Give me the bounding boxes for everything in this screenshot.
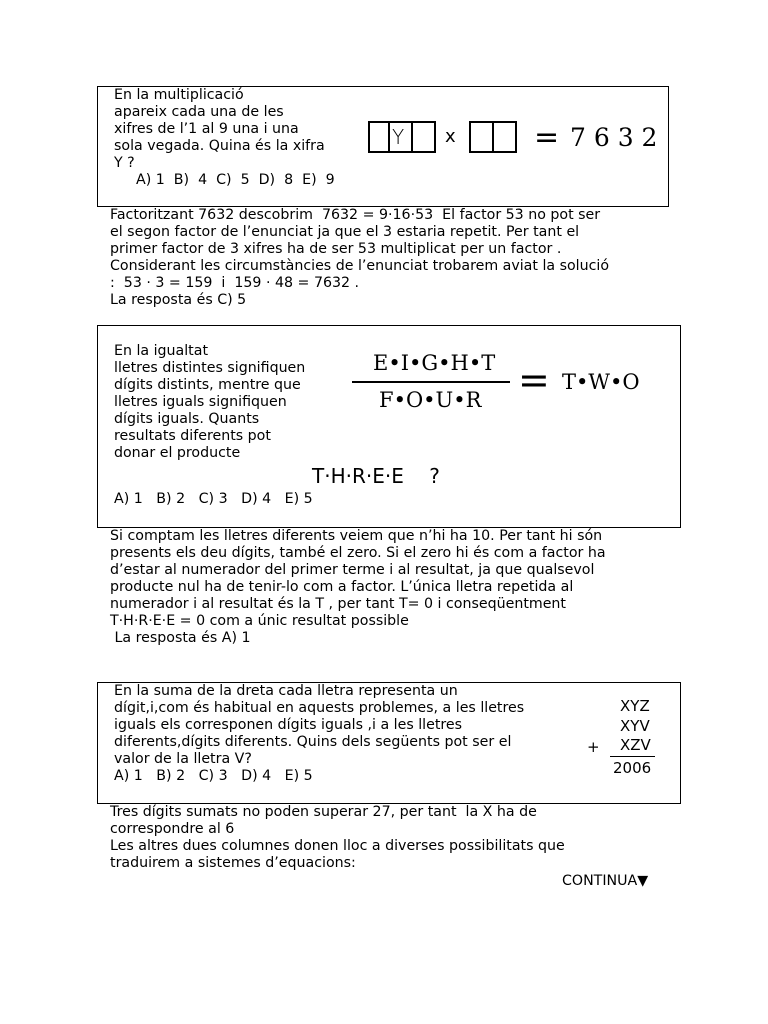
problem1-statement-line: xifres de l’1 al 9 una i una: [114, 121, 299, 137]
equals-sign: =: [534, 120, 560, 155]
problem3-solution-line: Tres dígits sumats no poden superar 27, per tant la X ha de: [110, 804, 537, 820]
sum-line: [610, 756, 655, 757]
problem1-statement-line: Y ?: [114, 155, 135, 171]
product-result: 7 6 3 2: [570, 123, 658, 152]
problem2-solution-line: Si comptam les lletres diferents veiem que n’hi ha 10. Per tant hi són: [110, 528, 603, 544]
plus-sign: +: [587, 738, 600, 756]
problem3-statement-line: iguals els corresponen dígits iguals ,i a les lletres: [114, 717, 463, 733]
problem2-solution-line: presents els deu dígits, també el zero. Si el zero hi és com a factor ha: [110, 545, 606, 561]
problem3-solution-line: Les altres dues columnes donen lloc a diverses possibilitats que: [110, 838, 565, 854]
sum-row: XYZ: [620, 697, 650, 715]
problem1-solution-line: el segon factor de l’enunciat ja que el 3 estaria repetit. Per tant el: [110, 224, 580, 240]
problem2-statement-line: donar el producte: [114, 445, 241, 461]
digit-box: [492, 121, 517, 153]
digit-box: [368, 121, 390, 153]
problem2-solution-line: T·H·R·E·E = 0 com a únic resultat possible: [110, 613, 409, 629]
problem2-statement-line: lletres distintes signifiquen: [114, 360, 306, 376]
problem3-statement-line: dígit,i,com és habitual en aquests problemes, a les lletres: [114, 700, 525, 716]
sum-row: XZV: [620, 736, 651, 754]
problem2-statement-line: lletres iguals signifiquen: [114, 394, 287, 410]
problem2-statement-line: resultats diferents pot: [114, 428, 271, 444]
three-product: T·H·R·E·E ?: [312, 464, 440, 488]
problem1-options: A) 1 B) 4 C) 5 D) 8 E) 9: [136, 172, 335, 188]
fraction-bar: [352, 381, 510, 383]
problem1-statement-line: sola vegada. Quina és la xifra: [114, 138, 325, 154]
fraction-numerator: E•I•G•H•T: [373, 351, 496, 375]
box-letter: Y: [392, 125, 405, 149]
problem2-statement-line: dígits iguals. Quants: [114, 411, 260, 427]
problem1-solution-line: primer factor de 3 xifres ha de ser 53 multiplicat per un factor .: [110, 241, 562, 257]
problem1-solution-line: Factoritzant 7632 descobrim 7632 = 9·16·53 El factor 53 no pot ser: [110, 207, 601, 223]
digit-box: [469, 121, 494, 153]
problem3-solution-line: correspondre al 6: [110, 821, 235, 837]
problem2-statement-line: En la igualtat: [114, 343, 209, 359]
digit-box: [411, 121, 436, 153]
problem1-solution-line: Considerant les circumstàncies de l’enunciat trobarem aviat la solució: [110, 258, 610, 274]
sum-total: 2006: [613, 759, 652, 777]
sum-row: XYV: [620, 717, 650, 735]
digit-box-y: [388, 121, 413, 153]
problem2-answer: La resposta és A) 1: [110, 630, 251, 646]
problem1-answer: La resposta és C) 5: [110, 292, 247, 308]
problem1-solution-line: : 53 · 3 = 159 i 159 · 48 = 7632 .: [110, 275, 360, 291]
times-sign: x: [445, 126, 456, 147]
problem3-statement-line: valor de la lletra V?: [114, 751, 252, 767]
problem2-statement-line: dígits distints, mentre que: [114, 377, 301, 393]
problem3-solution-line: traduirem a sistemes d’equacions:: [110, 855, 356, 871]
problem2-solution-line: numerador i al resultat és la T , per tant T= 0 i conseqüentment: [110, 596, 566, 612]
problem1-statement-line: apareix cada una de les: [114, 104, 284, 120]
fraction-denominator: F•O•U•R: [379, 388, 482, 412]
problem1-statement-line: En la multiplicació: [114, 87, 244, 103]
problem3-statement-line: En la suma de la dreta cada lletra representa un: [114, 683, 458, 699]
problem3-options: A) 1 B) 2 C) 3 D) 4 E) 5: [114, 768, 313, 784]
rhs-product: T•W•O: [562, 370, 640, 394]
problem3-statement-line: diferents,dígits diferents. Quins dels següents pot ser el: [114, 734, 512, 750]
problem2-solution-line: d’estar al numerador del primer terme i al resultat, ja que qualsevol: [110, 562, 595, 578]
equals-sign: =: [518, 358, 550, 402]
problem2-options: A) 1 B) 2 C) 3 D) 4 E) 5: [114, 491, 313, 507]
problem2-solution-line: producte nul ha de tenir-lo com a factor. L’única lletra repetida al: [110, 579, 574, 595]
continue-label: CONTINUA▼: [562, 873, 649, 889]
